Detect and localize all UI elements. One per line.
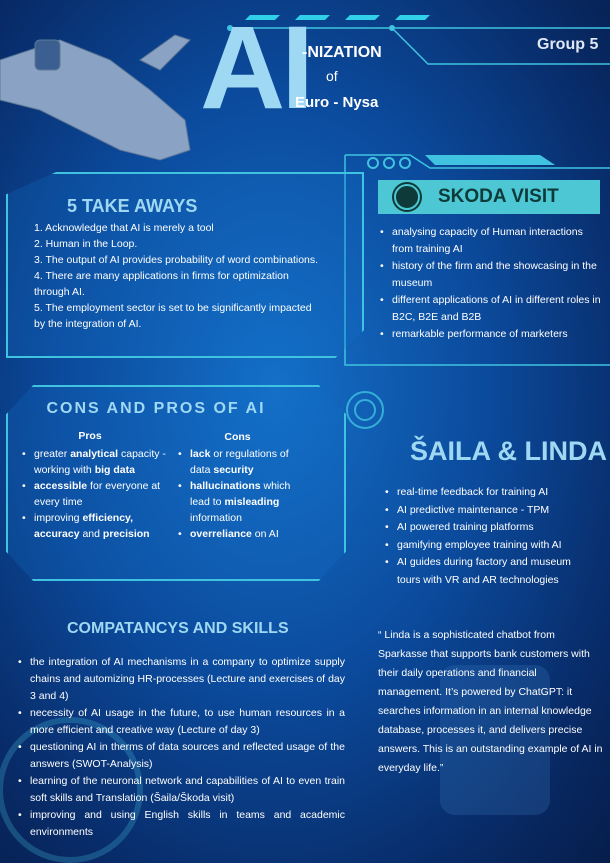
list-item-text: security: [213, 464, 254, 476]
list-item-text: and: [79, 528, 103, 540]
skill-item: • learning of the neuronal network and capabilities of AI to even train soft skills and Translation (Šaila/Škoda visit): [18, 773, 345, 807]
list-item-text: on AI: [251, 528, 279, 540]
skoda-item: • remarkable performance of marketers: [380, 326, 602, 343]
skills-title: COMPATANCYS AND SKILLS: [67, 620, 289, 637]
skoda-item: • analysing capacity of Human interactions from training AI: [380, 224, 602, 258]
title-suffix: -NIZATION: [302, 44, 382, 61]
list-item-text: precision: [102, 528, 150, 540]
skill-item: • necessity of AI usage in the future, to use human resources in a more efficient and creative way (Lecture of day 3): [18, 705, 345, 739]
list-item-text: or regulations of data: [190, 448, 289, 476]
group-label: Group 5: [537, 36, 599, 53]
cons-heading: Cons: [224, 431, 251, 443]
list-item-text: big data: [94, 464, 135, 476]
pros-heading: Pros: [78, 430, 102, 442]
skill-item: • the integration of AI mechanisms in a company to optimize supply chains and automizing HR-processes (Lecture and exercises of day 3 and 4): [18, 654, 345, 705]
list-item-text: accessible: [34, 480, 88, 492]
list-item-text: which lead to: [190, 480, 291, 508]
saila-item: • real-time feedback for training AI: [385, 484, 595, 502]
list-item-text: improving: [34, 512, 83, 524]
skill-item: • improving and using English skills in teams and academic environments: [18, 807, 345, 841]
pros-cons-title: CONS AND PROS OF AI: [46, 400, 266, 417]
takeaway-item: 1. Acknowledge that AI is merely a tool: [34, 222, 214, 234]
con-item: [178, 526, 300, 542]
con-item: [178, 446, 300, 478]
skoda-header: [378, 180, 600, 214]
list-item-text: efficiency, accuracy: [34, 512, 134, 540]
takeaway-item: 5. The employment sector is set to be significantly impacted by the integration of AI.: [34, 302, 312, 330]
skoda-item: • different applications of AI in different roles in B2C, B2E and B2B: [380, 292, 602, 326]
saila-title: ŠAILA & LINDA: [410, 436, 607, 466]
saila-item: • AI guides during factory and museum tours with VR and AR technologies: [385, 554, 595, 589]
saila-item: • AI powered training platforms: [385, 519, 595, 537]
takeaway-item: 2. Human in the Loop.: [34, 238, 138, 250]
title-of: of: [326, 68, 338, 84]
skoda-logo: [394, 184, 420, 210]
saila-item: • gamifying employee training with AI: [385, 537, 595, 555]
list-item-text: hallucinations: [190, 480, 261, 492]
skoda-title: SKODA VISIT: [438, 186, 559, 207]
saila-item: • AI predictive maintenance - TPM: [385, 502, 595, 520]
takeaway-item: 4. There are many applications in firms for optimization through AI.: [34, 270, 289, 298]
pro-item: [22, 446, 167, 478]
pro-item: [22, 510, 167, 542]
list-item-text: information: [190, 512, 242, 524]
title-ai: AI: [200, 2, 310, 134]
title-place: Euro - Nysa: [295, 94, 379, 111]
linda-quote: “ Linda is a sophisticated chatbot from Sparkasse that supports bank customers with their daily operations and financial management. It’s powered by ChatGPT: it searches information in an internal knowledge database, processes it, and delivers precise answers. This is an outstanding example of AI in everyday life.”: [378, 629, 603, 774]
takeaway-item: 3. The output of AI provides probability of word combinations.: [34, 254, 319, 266]
robot-hand-icon: [0, 35, 190, 160]
con-item: [178, 478, 300, 526]
list-item-text: lack: [190, 448, 211, 460]
list-item-text: misleading: [224, 496, 280, 508]
takeaways-title: 5 TAKE AWAYS: [67, 196, 198, 216]
skill-item: • questioning AI in therms of data sources and reflected usage of the answers (SWOT-Analysis): [18, 739, 345, 773]
list-item-text: for everyone at every time: [34, 480, 161, 508]
list-item-text: capacity - working with: [34, 448, 166, 476]
list-item-text: analytical: [70, 448, 119, 460]
list-item-text: overreliance: [190, 528, 252, 540]
pro-item: [22, 478, 167, 510]
skoda-item: • history of the firm and the showcasing in the museum: [380, 258, 602, 292]
list-item-text: greater: [34, 448, 71, 460]
